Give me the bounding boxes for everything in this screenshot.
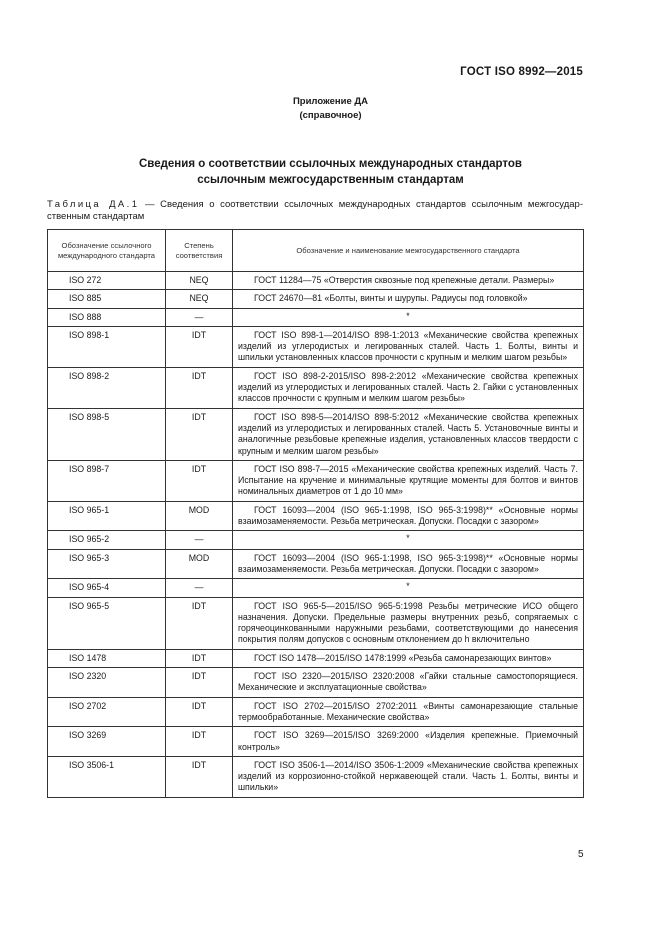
cell-interstate-standard-text: ГОСТ ISO 898-1—2014/ISO 898-1:2013 «Механические свойства крепежных изделий из углеродистых и легированных сталей. Часть 1. Болты, винты и шпильки установленных классов прочности с крупным и мелким шагом резьбы»	[238, 329, 578, 363]
table-row	[48, 531, 584, 549]
cell-degree: IDT	[166, 367, 233, 408]
cell-interstate-standard	[233, 367, 584, 408]
table-row	[48, 272, 584, 290]
table-caption	[47, 199, 583, 223]
table-row	[48, 501, 584, 531]
table-row	[48, 668, 584, 698]
appendix-title: Приложение ДА	[292, 96, 369, 107]
cell-international-standard: ISO 965-1	[48, 501, 166, 531]
cell-interstate-standard	[233, 326, 584, 367]
cell-international-standard: ISO 965-3	[48, 549, 166, 579]
table-caption-text: — Сведения о соответствии ссылочных международных стандартов ссылочным межгосудар-ственным стандартам	[47, 199, 583, 222]
cell-international-standard: ISO 898-5	[48, 408, 166, 460]
table-row	[48, 756, 584, 797]
cell-degree: IDT	[166, 408, 233, 460]
cell-interstate-standard-text: *	[406, 310, 410, 321]
cell-interstate-standard	[233, 756, 584, 797]
section-title-line-1: Сведения о соответствии ссылочных международных стандартов	[138, 158, 522, 170]
cell-international-standard: ISO 898-2	[48, 367, 166, 408]
cell-interstate-standard	[233, 697, 584, 727]
cell-interstate-standard-text: *	[406, 581, 410, 592]
table-row	[48, 308, 584, 326]
document-code: ГОСТ ISO 8992—2015	[460, 66, 583, 78]
cell-interstate-standard-text: ГОСТ ISO 3506-1—2014/ISO 3506-1:2009 «Механические свойства крепежных изделий из коррозионно-стойкой нержавеющей стали. Часть 1. Болты, винты и шпильки»	[238, 759, 578, 793]
table-header-row	[48, 230, 584, 272]
cell-interstate-standard	[233, 290, 584, 308]
table-row	[48, 597, 584, 649]
header-interstate-standard: Обозначение и наименование межгосударственного стандарта	[233, 230, 584, 272]
cell-interstate-standard	[233, 308, 584, 326]
cell-degree: IDT	[166, 460, 233, 501]
cell-international-standard: ISO 965-4	[48, 579, 166, 597]
cell-degree: IDT	[166, 326, 233, 367]
table-row	[48, 697, 584, 727]
section-title-line-2: ссылочным межгосударственным стандартам	[197, 174, 464, 186]
cell-interstate-standard-text: ГОСТ ISO 2702—2015/ISO 2702:2011 «Винты самонарезающие стальные термообработанные. Механические свойства»	[238, 700, 578, 722]
cell-interstate-standard	[233, 649, 584, 667]
header-degree-of-correspondence: Степень соответствия	[166, 230, 233, 272]
cell-interstate-standard	[233, 549, 584, 579]
cell-degree: MOD	[166, 501, 233, 531]
table-row	[48, 727, 584, 757]
cell-interstate-standard	[233, 727, 584, 757]
cell-international-standard: ISO 898-1	[48, 326, 166, 367]
cell-degree: NEQ	[166, 290, 233, 308]
cell-interstate-standard	[233, 579, 584, 597]
table-row	[48, 549, 584, 579]
cell-interstate-standard-text: ГОСТ 24670—81 «Болты, винты и шурупы. Радиусы под головкой»	[254, 293, 528, 304]
cell-interstate-standard-text: ГОСТ ISO 2320—2015/ISO 2320:2008 «Гайки стальные самостопорящиеся. Механические и эксплуатационные свойства»	[238, 671, 578, 693]
cell-degree: —	[166, 308, 233, 326]
correspondence-table	[47, 229, 584, 798]
cell-international-standard: ISO 1478	[48, 649, 166, 667]
cell-interstate-standard-text: ГОСТ 16093—2004 (ISO 965-1:1998, ISO 965-3:1998)** «Основные нормы взаимозаменяемости. Резьба метрическая. Допуски. Посадки с зазором»	[238, 504, 578, 527]
cell-degree: IDT	[166, 727, 233, 757]
table-row	[48, 579, 584, 597]
cell-degree: IDT	[166, 668, 233, 698]
cell-interstate-standard	[233, 668, 584, 698]
table-row	[48, 408, 584, 460]
table-row	[48, 649, 584, 667]
appendix-subtitle: (справочное)	[299, 110, 362, 121]
header-international-standard: Обозначение ссылочного международного стандарта	[48, 230, 166, 272]
cell-interstate-standard	[233, 501, 584, 531]
cell-international-standard: ISO 885	[48, 290, 166, 308]
cell-interstate-standard	[233, 460, 584, 501]
cell-interstate-standard-text: ГОСТ 11284—75 «Отверстия сквозные под крепежные детали. Размеры»	[254, 275, 555, 285]
cell-degree: IDT	[166, 649, 233, 667]
table-row	[48, 290, 584, 308]
cell-international-standard: ISO 3269	[48, 727, 166, 757]
cell-international-standard: ISO 272	[48, 272, 166, 290]
table-row	[48, 367, 584, 408]
cell-interstate-standard	[233, 531, 584, 549]
cell-interstate-standard-text: ГОСТ ISO 965-5—2015/ISO 965-5:1998 Резьбы метрические ИСО общего назначения. Допуски. Предельные размеры внутренних резьб, сопрягаемых с горячеоцинкованными наружными резьбами, соответствующими до нанесения покрытия полям допусков с основным отклонением до h включительно	[238, 600, 578, 645]
cell-interstate-standard-text: ГОСТ 16093—2004 (ISO 965-1:1998, ISO 965-3:1998)** «Основные нормы взаимозаменяемости. Резьба метрическая. Допуски. Посадки с зазором»	[238, 552, 578, 574]
cell-interstate-standard-text: ГОСТ ISO 3269—2015/ISO 3269:2000 «Изделия крепежные. Приемочный контроль»	[238, 730, 578, 752]
section-title	[0, 156, 661, 188]
cell-international-standard: ISO 2702	[48, 697, 166, 727]
cell-international-standard: ISO 3506-1	[48, 756, 166, 797]
cell-interstate-standard	[233, 408, 584, 460]
cell-interstate-standard-text: *	[406, 533, 410, 544]
page-number: 5	[578, 849, 584, 860]
cell-interstate-standard-text: ГОСТ ISO 898-2-2015/ISO 898-2:2012 «Механические свойства крепежных изделий из углеродистых и легированных сталей. Часть 2. Гайки с установленных классов прочности с крупным и мелким шагом резьбы»	[238, 370, 578, 404]
table-caption-label: Таблица ДА.1	[47, 199, 140, 210]
cell-degree: IDT	[166, 697, 233, 727]
cell-degree: IDT	[166, 597, 233, 649]
table-row	[48, 326, 584, 367]
cell-degree: NEQ	[166, 272, 233, 290]
cell-degree: —	[166, 531, 233, 549]
cell-degree: MOD	[166, 549, 233, 579]
cell-degree: IDT	[166, 756, 233, 797]
appendix-heading	[0, 95, 661, 123]
cell-international-standard: ISO 898-7	[48, 460, 166, 501]
cell-international-standard: ISO 965-2	[48, 531, 166, 549]
cell-interstate-standard	[233, 597, 584, 649]
cell-interstate-standard-text: ГОСТ ISO 1478—2015/ISO 1478:1999 «Резьба самонарезающих винтов»	[254, 652, 552, 663]
cell-international-standard: ISO 965-5	[48, 597, 166, 649]
cell-international-standard: ISO 888	[48, 308, 166, 326]
cell-degree: —	[166, 579, 233, 597]
cell-interstate-standard-text: ГОСТ ISO 898-7—2015 «Механические свойства крепежных изделий. Часть 7. Испытание на кручение и минимальные крутящие моменты для болтов и винтов номинальных диаметров от 1 до 10 мм»	[238, 463, 578, 497]
cell-interstate-standard-text: ГОСТ ISO 898-5—2014/ISO 898-5:2012 «Механические свойства крепежных изделий из углеродистых и легированных сталей. Часть 5. Установочные винты и аналогичные резьбовые крепежные изделия, установленных классов твердости с крупным и мелким шагом резьбы»	[238, 411, 578, 456]
cell-interstate-standard	[233, 272, 584, 290]
table-row	[48, 460, 584, 501]
cell-international-standard: ISO 2320	[48, 668, 166, 698]
